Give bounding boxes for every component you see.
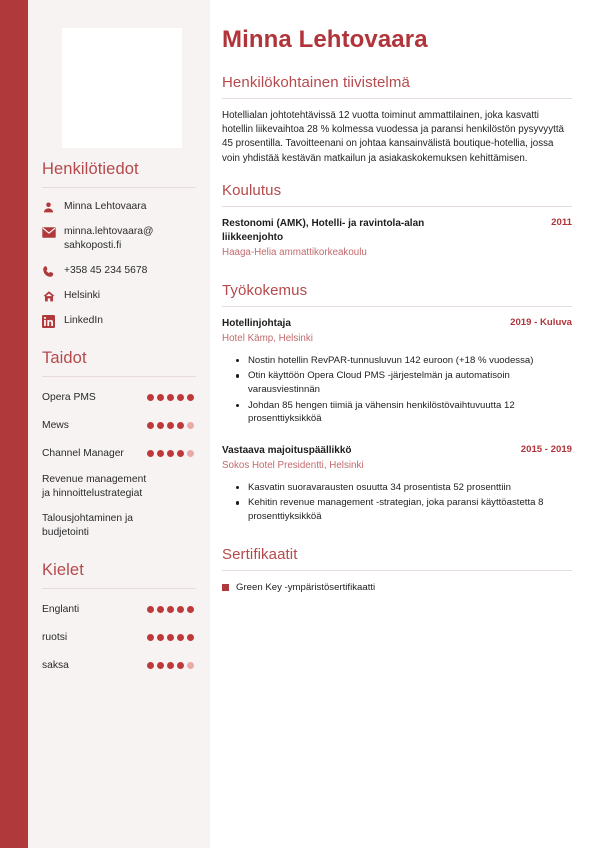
divider (42, 376, 196, 377)
contact-text: +358 45 234 5678 (64, 265, 148, 276)
rating-dot (177, 394, 184, 401)
job-bullets (222, 354, 572, 426)
language-row (40, 601, 198, 618)
skill-name: Channel Manager (42, 447, 124, 459)
job-employer: Hotel Kämp, Helsinki (222, 332, 313, 344)
contact-text: LinkedIn (64, 315, 103, 326)
sidebar-heading-languages: Kielet (42, 561, 84, 579)
person-icon (42, 200, 64, 214)
rating-dot (157, 422, 164, 429)
job-date: 2015 - 2019 (520, 444, 572, 456)
divider (42, 588, 196, 589)
rating-dot (167, 662, 174, 669)
contact-row[interactable] (40, 314, 198, 328)
experience-list (222, 317, 572, 524)
skill-row (40, 512, 198, 540)
skill-row (40, 417, 198, 434)
contact-row[interactable] (40, 225, 198, 253)
skill-name: Revenue management ja hinnoittelustrategiat (42, 474, 147, 499)
sidebar-heading-skills: Taidot (42, 349, 87, 367)
job-bullets (222, 481, 572, 524)
job-bullet: Kehitin revenue management -strategian, joka paransi käyttöastetta 8 prosenttiyksikköä (236, 496, 566, 523)
rating-dots (147, 606, 198, 613)
job-bullet: Kasvatin suoravarausten osuutta 34 prosentista 52 prosenttiin (236, 481, 566, 495)
entry-header (222, 317, 572, 331)
rating-dot (147, 394, 154, 401)
rating-dot (187, 422, 194, 429)
rating-dot (147, 634, 154, 641)
language-name: ruotsi (42, 631, 68, 643)
rating-dot (157, 394, 164, 401)
rating-dot (187, 634, 194, 641)
divider (222, 206, 572, 207)
left-accent-stripe (0, 0, 28, 848)
education-date: 2011 (551, 217, 572, 229)
envelope-icon (42, 225, 64, 239)
section-heading-education: Koulutus (222, 181, 282, 199)
phone-icon (42, 264, 64, 278)
entry-header (222, 217, 572, 245)
divider (222, 306, 572, 307)
rating-dots (147, 422, 198, 429)
contact-list (40, 200, 198, 328)
job-bullet: Johdan 85 hengen tiimiä ja vähensin henkilöstövaihtuvuutta 12 prosenttiyksikköä (236, 399, 566, 426)
section-heading-experience: Työkokemus (222, 281, 308, 299)
rating-dot (157, 634, 164, 641)
rating-dots (147, 662, 198, 669)
rating-dots (147, 634, 198, 641)
rating-dot (167, 450, 174, 457)
certificates-list (222, 581, 572, 595)
contact-text: Helsinki (64, 290, 101, 301)
contact-row[interactable] (40, 264, 198, 278)
rating-dots (147, 450, 198, 457)
rating-dots (147, 394, 198, 401)
job-bullet: Otin käyttöön Opera Cloud PMS -järjestelmän ja automatisoin varausviestinnän (236, 369, 566, 396)
skill-name: Mews (42, 419, 69, 431)
rating-dot (167, 394, 174, 401)
sidebar (28, 0, 210, 848)
language-name: Englanti (42, 603, 80, 615)
skill-name: Opera PMS (42, 391, 96, 403)
skills-list (40, 389, 198, 540)
rating-dot (157, 450, 164, 457)
education-title: Restonomi (AMK), Hotelli- ja ravintola-alan liikkeenjohto (222, 217, 425, 243)
job-title: Vastaava majoituspäällikkö (222, 444, 352, 456)
education-entry (222, 217, 572, 260)
page-title: Minna Lehtovaara (222, 26, 428, 53)
linkedin-icon (42, 314, 64, 328)
language-row (40, 629, 198, 646)
experience-entry (222, 317, 572, 426)
skill-name: Talousjohtaminen ja budjetointi (42, 513, 134, 538)
rating-dot (147, 450, 154, 457)
entry-header (222, 444, 572, 458)
rating-dot (177, 606, 184, 613)
rating-dot (177, 422, 184, 429)
contact-text: Minna Lehtovaara (64, 201, 147, 212)
education-institution: Haaga-Helia ammattikorkeakoulu (222, 246, 367, 258)
summary-text: Hotellialan johtotehtävissä 12 vuotta toiminut ammattilainen, joka kasvatti hotellin liikevaihtoa 28 % kolmessa vuodessa ja paransi henkilöstön pysyvyyttä 45 prosentilla. Tavoitteenani on johtaa kansainvälistä boutique-hotellia, jossa voin yhdistää kestävän matkailun ja asiakaskokemuksen kehittämisen. (222, 110, 564, 164)
contact-row[interactable] (40, 200, 198, 214)
skill-row (40, 473, 198, 501)
rating-dot (177, 634, 184, 641)
rating-dot (187, 450, 194, 457)
skill-row (40, 445, 198, 462)
rating-dot (177, 662, 184, 669)
home-icon (42, 289, 64, 303)
education-list (222, 217, 572, 260)
job-title: Hotellinjohtaja (222, 317, 291, 329)
section-heading-certificates: Sertifikaatit (222, 545, 298, 563)
rating-dot (167, 606, 174, 613)
contact-row[interactable] (40, 289, 198, 303)
rating-dot (157, 606, 164, 613)
rating-dot (147, 606, 154, 613)
rating-dot (177, 450, 184, 457)
main-column (210, 0, 600, 848)
job-bullet: Nostin hotellin RevPAR-tunnusluvun 142 euroon (+18 % vuodessa) (236, 354, 566, 368)
profile-photo-placeholder (62, 28, 182, 148)
divider (222, 98, 572, 99)
sidebar-heading-personal: Henkilötiedot (42, 160, 139, 178)
rating-dot (187, 394, 194, 401)
rating-dot (157, 662, 164, 669)
divider (42, 187, 196, 188)
language-row (40, 657, 198, 674)
languages-list (40, 601, 198, 674)
skill-row (40, 389, 198, 406)
section-heading-summary: Henkilökohtainen tiivistelmä (222, 74, 410, 91)
rating-dot (167, 634, 174, 641)
experience-entry (222, 444, 572, 524)
rating-dot (187, 606, 194, 613)
rating-dot (167, 422, 174, 429)
job-date: 2019 - Kuluva (510, 317, 572, 329)
rating-dot (187, 662, 194, 669)
rating-dot (147, 662, 154, 669)
contact-text: minna.lehtovaara@ sahkoposti.fi (64, 226, 154, 251)
language-name: saksa (42, 659, 69, 671)
certificate-item: Green Key -ympäristösertifikaatti (222, 581, 572, 595)
divider (222, 570, 572, 571)
rating-dot (147, 422, 154, 429)
job-employer: Sokos Hotel Presidentti, Helsinki (222, 459, 364, 471)
